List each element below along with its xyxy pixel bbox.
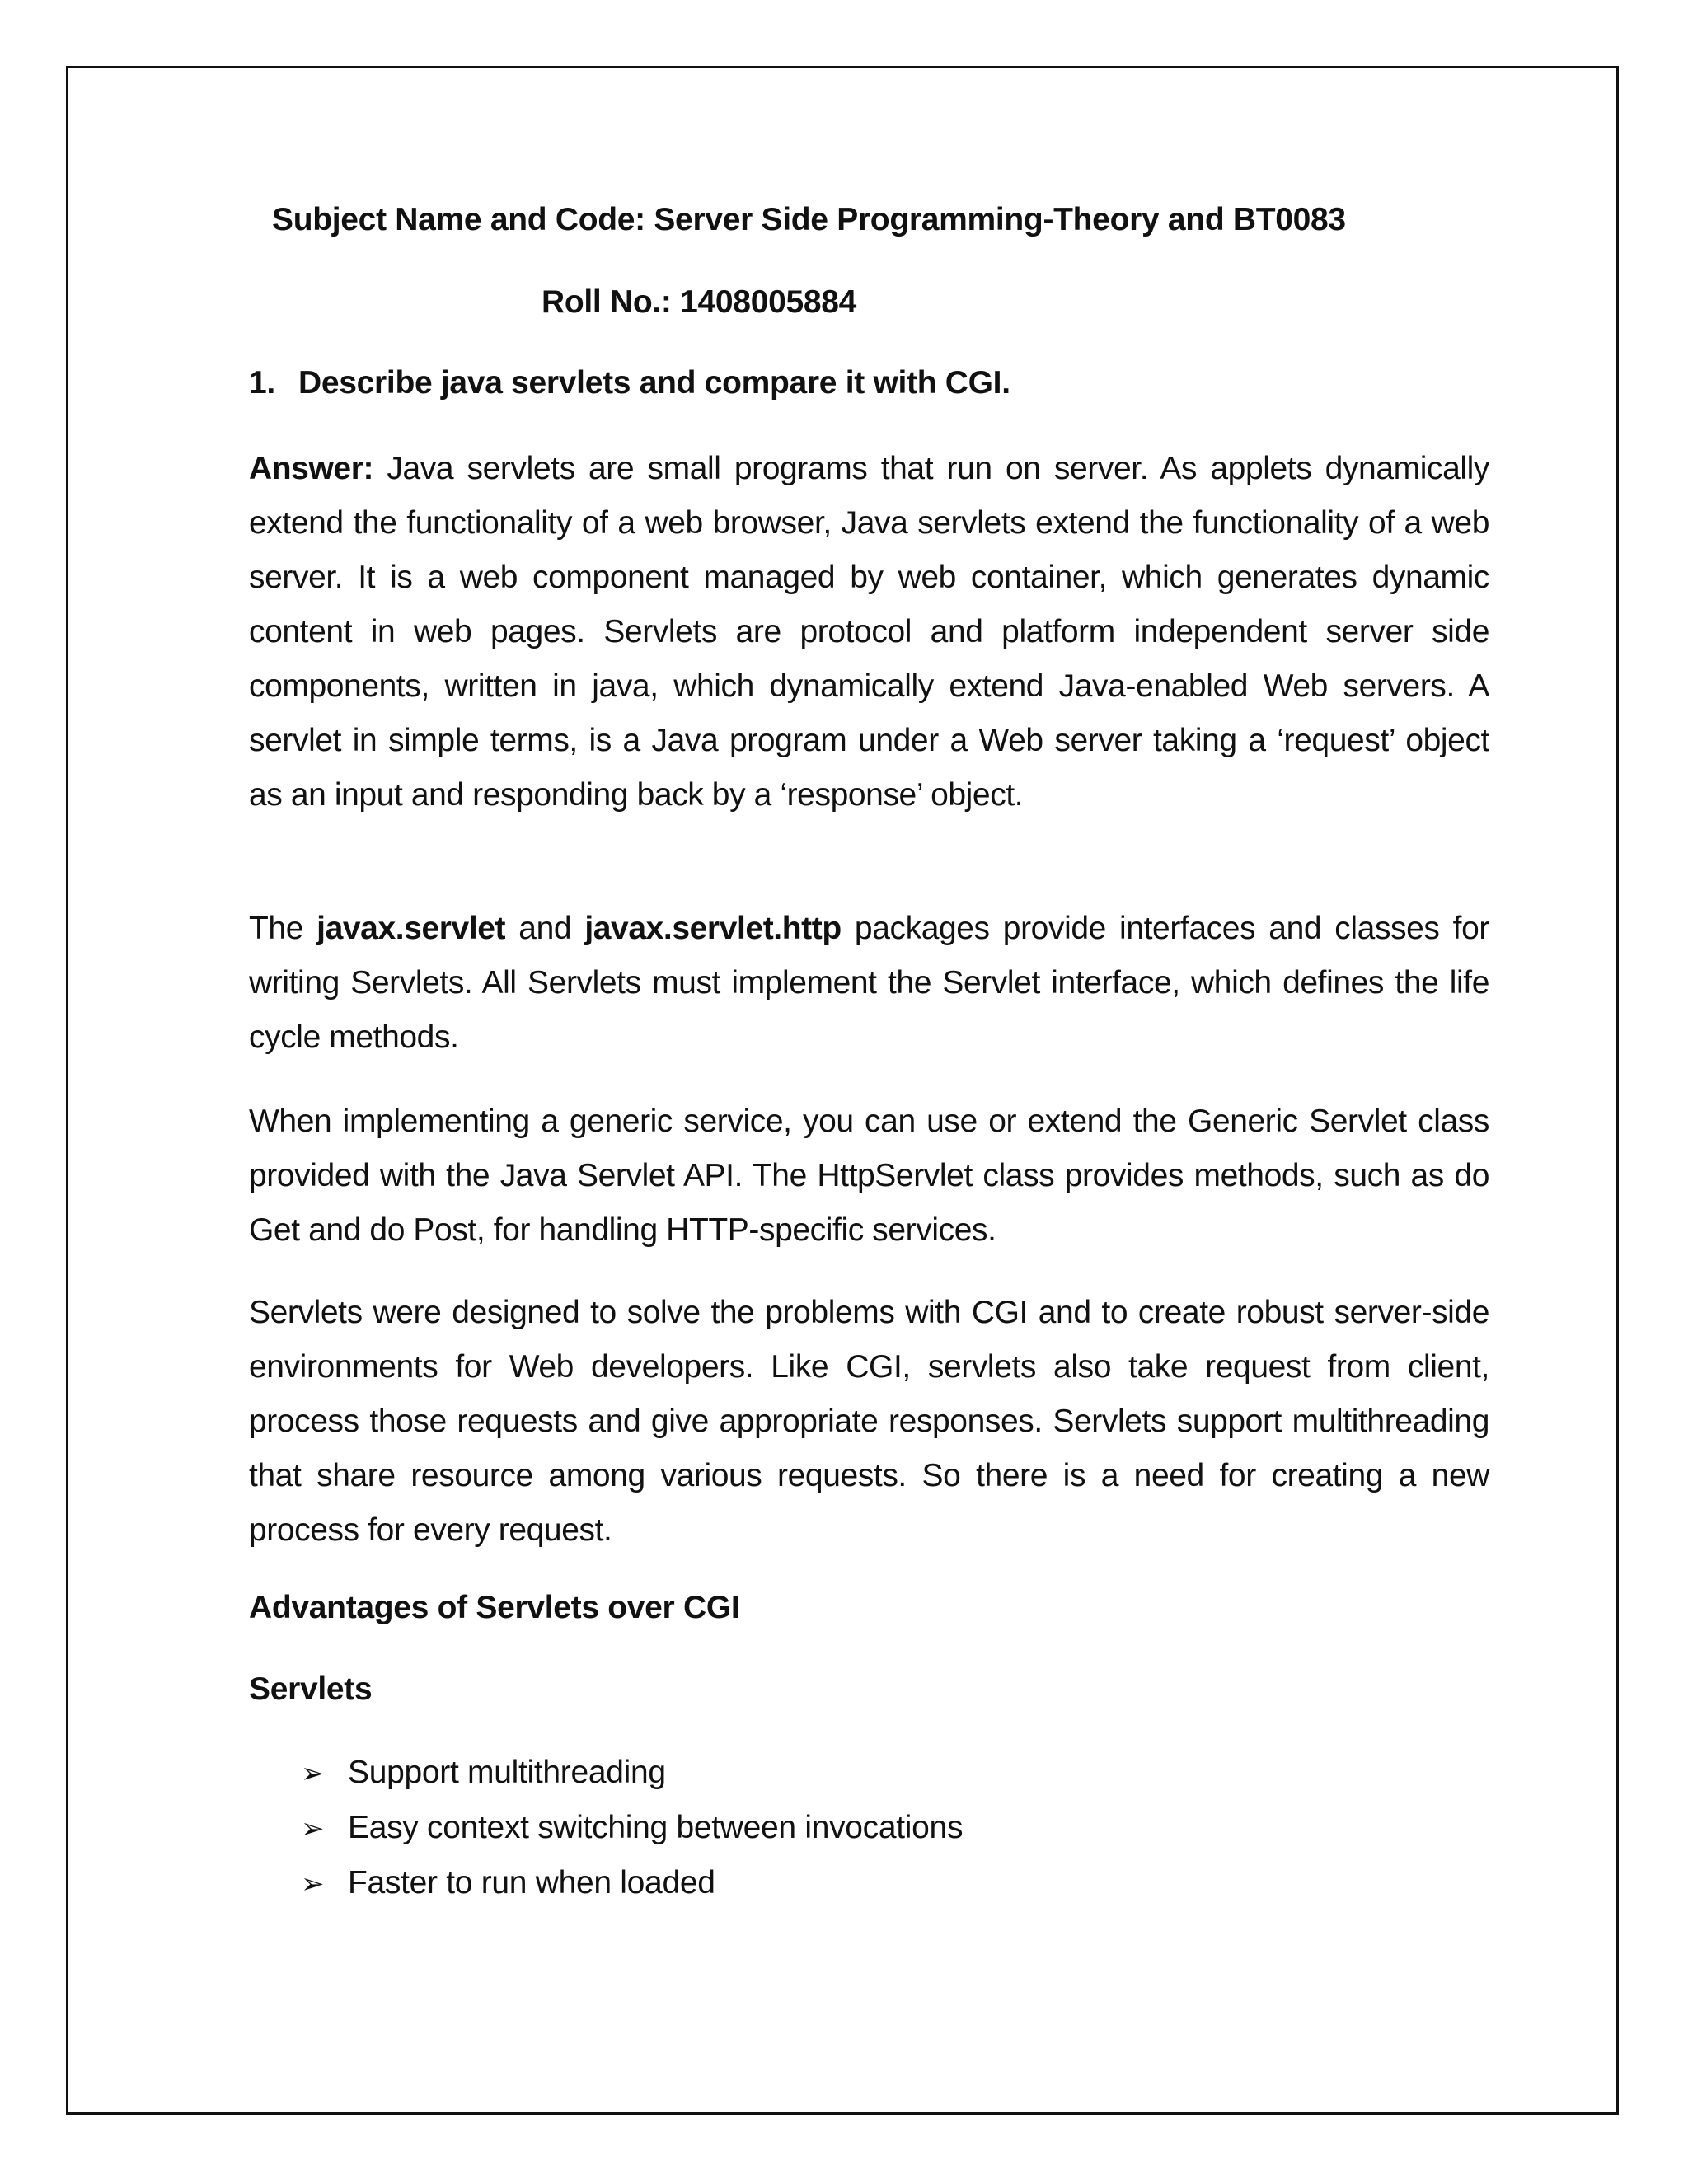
question-heading — [249, 365, 1010, 401]
answer-paragraph-2 — [249, 902, 1489, 1065]
list-item-text: Support multithreading — [348, 1755, 666, 1790]
answer-paragraph-3: When implementing a generic service, you can use or extend the Generic Servlet class provided with the Java Servlet API. The HttpServlet class provides methods, such as do Get and do Post, for handling HTTP-specific services. — [249, 1104, 1489, 1248]
list-item — [301, 1746, 963, 1801]
arrow-bullet-icon: ➢ — [301, 1757, 325, 1790]
arrow-bullet-icon: ➢ — [301, 1868, 325, 1900]
answer-text-1: Java servlets are small programs that run on server. As applets dynamically extend the functionality of a web browser, Java servlets extend the functionality of a web server. It is a web component managed by web container, which generates dynamic content in web pages. Servlets are protocol and platform independent server side components, written in java, which dynamically extend Java-enabled Web servers. A servlet in simple terms, is a Java program under a Web server taking a ‘request’ object as an input and responding back by a ‘response’ object. — [249, 451, 1489, 813]
list-item — [301, 1801, 963, 1856]
package-javax-servlet-http: javax.servlet.http — [584, 911, 842, 946]
list-item-text: Faster to run when loaded — [348, 1865, 715, 1900]
question-text: Describe java servlets and compare it with CGI. — [298, 365, 1010, 401]
package-javax-servlet: javax.servlet — [316, 911, 506, 946]
answer-paragraph-1 — [249, 442, 1489, 823]
answer-text-2b: and — [505, 911, 585, 946]
advantages-list — [301, 1746, 963, 1911]
answer-label: Answer: — [249, 451, 374, 486]
arrow-bullet-icon: ➢ — [301, 1812, 325, 1845]
roll-number: Roll No.: 1408005884 — [542, 284, 857, 320]
advantages-heading: Advantages of Servlets over CGI — [249, 1590, 740, 1625]
answer-text-2a: The — [249, 911, 317, 946]
subject-title: Subject Name and Code: Server Side Programming-Theory and BT0083 — [272, 202, 1346, 237]
question-number: 1. — [249, 365, 275, 401]
answer-text-2c: packages provide interfaces and classes for writing Servlets. All Servlets must implement the Servlet interface, which defines the life cycle methods. — [249, 911, 1489, 1055]
answer-paragraph-4: Servlets were designed to solve the problems with CGI and to create robust server-side environments for Web developers. Like CGI, servlets also take request from client, process those requests and give appropriate responses. Servlets support multithreading that share resource among various requests. So there is a need for creating a new process for every request. — [249, 1295, 1489, 1548]
list-item-text: Easy context switching between invocations — [348, 1810, 964, 1845]
list-item — [301, 1856, 963, 1911]
servlets-subheading: Servlets — [249, 1671, 373, 1707]
